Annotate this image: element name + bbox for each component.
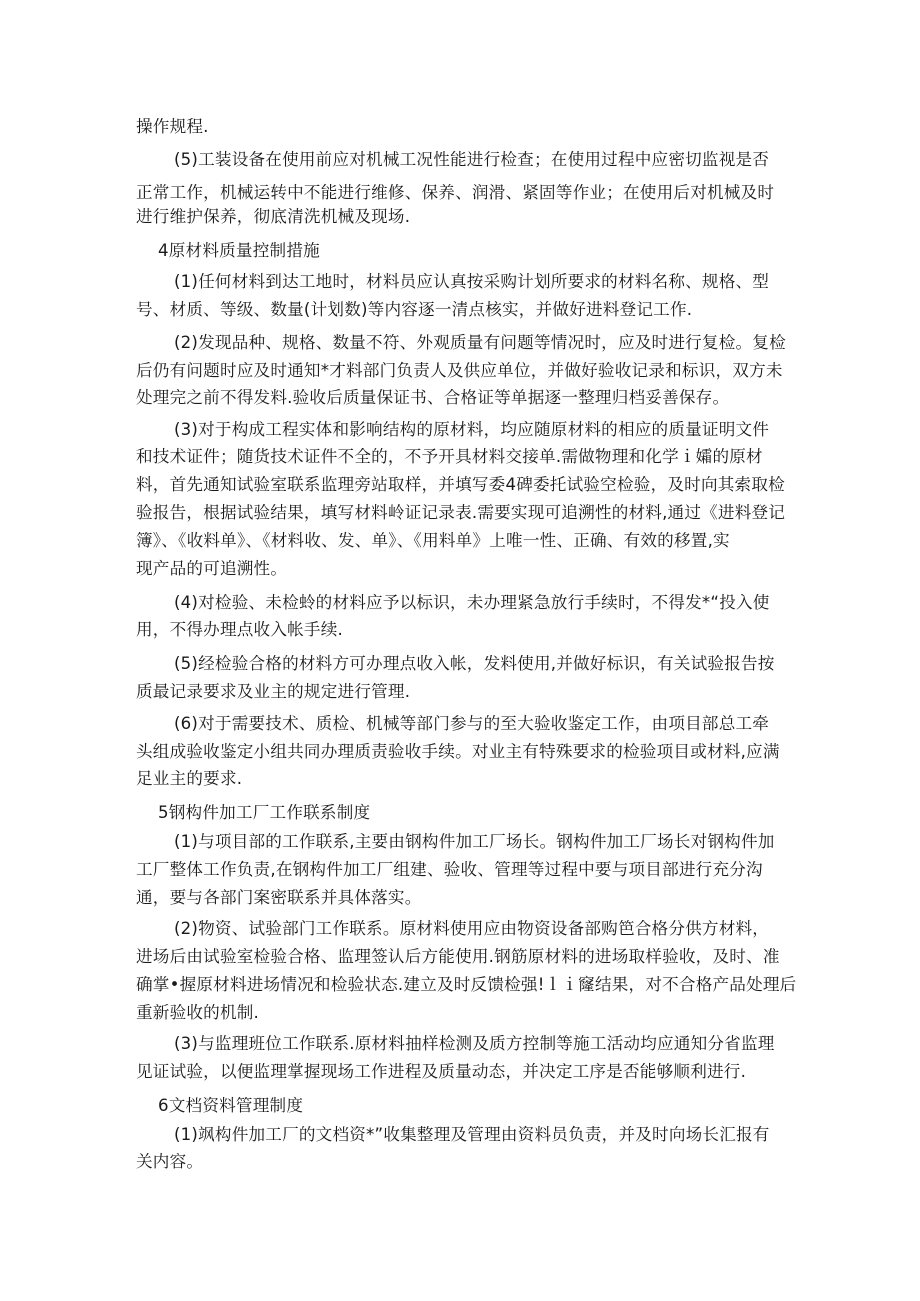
paragraph-15-line-2: 关内容。 [136,1152,204,1171]
paragraph-4-line-2: 号、材质、等级、数量(计划数)等内容逐一清点核实，并做好进料登记工作. [136,300,693,319]
paragraph-15-line-1: (1)飒构件加工厂的文档资*”收集整理及管理由资料员负责，并及时向场长汇报有 [174,1125,770,1144]
paragraph-6-line-4: 验报告，根据试验结果，填写材料岭证记录表.需要实现可追溯性的材料,通过《进料登记 [136,503,786,522]
paragraph-4-line-1: (1)任何材料到达工地时，材料员应认真按采购计划所要求的材料名称、规格、型 [174,272,770,291]
paragraph-7-line-1: (4)对检验、未检蛉的材料应予以标识，未办理紧急放行手续时，不得发*“投入使 [174,593,770,612]
paragraph-5-line-2: 后仍有问题时应及时通知*才料部门负责人及供应单位，并做好验收记录和标识，双方未 [136,361,783,380]
paragraph-8-line-1: (5)经检验合格的材料方可办理点收入帐，发料使用,并做好标识，有关试验报告按 [174,654,775,673]
paragraph-12-line-3: 确掌•握原材料进场情况和检验状态.建立及时反馈检强!ｌｉ窿结果，对不合格产品处理后 [136,975,797,994]
paragraph-9-line-1: (6)对于需要技术、质检、机械等部门参与的至大验收鉴定工作，由项目部总工牵 [174,714,770,733]
paragraph-1-line-1: 操作规程. [136,117,209,136]
paragraph-12-line-1: (2)物资、试验部门工作联系。原材料使用应由物资设备部购笆合格分供方材料， [174,919,770,938]
paragraph-9-line-3: 足业主的要求. [136,769,243,788]
paragraph-5-line-1: (2)发现品种、规格、数量不符、外观质量有问题等情况时，应及时进行复检。复检 [174,333,786,352]
paragraph-6-line-1: (3)对于构成工程实体和影响结构的原材料，均应随原材料的相应的质量证明文件 [174,420,770,439]
paragraph-2-line-2: 正常工作，机械运转中不能进行维修、保养、润滑、紧固等作业；在使用后对机械及时 [136,183,775,202]
paragraph-6-line-6: 现产品的可追溯性。 [136,559,288,578]
paragraph-5-line-3: 处理完之前不得发料.验收后质量保证书、合格证等单据逐一整理归档妥善保存。 [136,388,730,407]
paragraph-11-line-2: 工厂整体工作负责,在钢构件加工厂组建、验收、管理等过程中要与项目部进行充分沟 [136,860,763,879]
paragraph-6-line-5: 簿》、《收料单》、《材料收、发、单》、《用料单》上唯一性、正确、有效的移置,实 [136,531,730,550]
paragraph-14-line-1: 6文档资料管理制度 [158,1096,304,1115]
paragraph-10-line-1: 5钢构件加工厂工作联系制度 [158,803,371,822]
paragraph-9-line-2: 头组成验收鉴定小组共同办理质责验收手续。对业主有特殊要求的检验项目或材料,应满 [136,742,780,761]
paragraph-12-line-2: 进场后由试验室检验合格、监理签认后方能使用.钢筋原材料的进场取样验收，及时、准 [136,947,780,966]
paragraph-8-line-2: 质最记录要求及业主的规定进行管理. [136,682,411,701]
paragraph-3-line-1: 4原材料质量控制措施 [158,241,320,260]
paragraph-2-line-1: (5)工装设备在使用前应对机械工况性能进行检查；在使用过程中应密切监视是否 [174,150,770,169]
paragraph-11-line-1: (1)与项目部的工作联系,主要由钢构件加工厂场长。钢构件加工厂场长对钢构件加 [174,832,775,851]
paragraph-13-line-2: 见证试验，以便监理掌握现场工作进程及质量动态，并决定工序是否能够顺利进行. [136,1062,747,1081]
paragraph-11-line-3: 通，要与各部门案密联系并具体落实。 [136,888,422,907]
paragraph-6-line-3: 料，首先通知试验室联系监理旁站取样，并填写委4碑委托试验空检验，及时向其索取检 [136,475,785,494]
paragraph-7-line-2: 用，不得办理点收入帐手续. [136,620,343,639]
paragraph-13-line-1: (3)与监理班位工作联系.原材料抽样检测及质方控制等施工活动均应通知分省监理 [174,1034,775,1053]
paragraph-2-line-3: 进行维护保养，彻底清洗机械及现场. [136,207,411,226]
paragraph-12-line-4: 重新验收的机制. [136,1003,260,1022]
paragraph-6-line-2: 和技术证件；随货技术证件不全的，不予开具材料交接单.需做物理和化学ｉ孀的原材 [136,447,763,466]
